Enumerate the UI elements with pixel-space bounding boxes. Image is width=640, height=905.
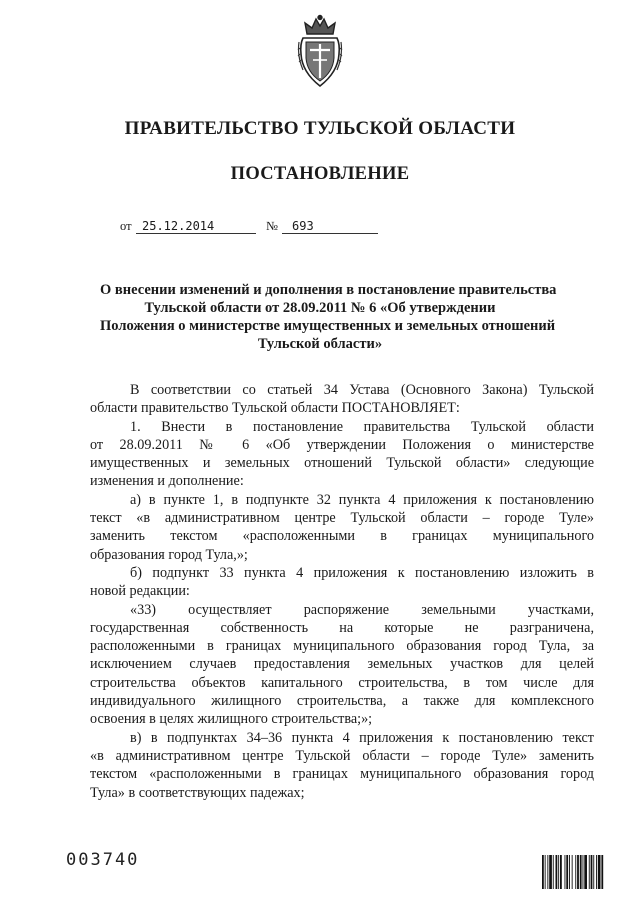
barcode-bar <box>565 855 566 889</box>
shield-icon <box>298 38 342 86</box>
document-title <box>100 281 557 353</box>
body-line: образования город Тула,»; <box>90 546 248 563</box>
body-line: В соответствии со статьей 34 Устава (Основного Закона) Тульской <box>130 382 594 398</box>
barcode-bar <box>601 855 603 889</box>
date-label: от <box>120 219 132 233</box>
document-type: ПОСТАНОВЛЕНИЕ <box>230 164 410 184</box>
body-line: изменения и дополнение: <box>90 473 244 490</box>
barcode-bar <box>575 855 576 889</box>
body-line: расположенными в границах муниципального образования город Тула, за <box>90 638 594 655</box>
barcode-bar <box>542 855 544 889</box>
body-line: освоения в целях жилищного строительства;»; <box>90 711 373 728</box>
document-number: 693 <box>292 219 314 233</box>
barcode-bar <box>549 855 552 889</box>
body-line: «33) осуществляет распоряжение земельными участками, <box>130 601 594 618</box>
barcode-bar <box>547 855 548 889</box>
number-label: № <box>266 219 278 233</box>
body-line: б) подпункт 33 пункта 4 приложения к постановлению изложить в <box>130 564 594 581</box>
date-underline <box>136 233 256 234</box>
title-line: О внесении изменений и дополнения в постановление правительства <box>100 282 557 298</box>
organization-name: ПРАВИТЕЛЬСТВО ТУЛЬСКОЙ ОБЛАСТИ <box>124 118 516 139</box>
number-underline <box>282 233 378 234</box>
body-line: от 28.09.2011 № 6 «Об утверждении Положения о министерстве <box>90 436 594 453</box>
barcode-bar <box>553 855 554 889</box>
serial-number: 003740 <box>66 850 140 870</box>
body-line: имущественных и земельных отношений Тульской области» следующие <box>90 455 594 472</box>
document-dateline <box>120 217 380 237</box>
barcode-bar <box>569 855 570 889</box>
barcode-bar <box>591 855 593 889</box>
body-line: государственная собственность на которые не разграничена, <box>90 619 594 636</box>
body-line: индивидуального жилищного строительства, а также для комплексного <box>90 693 594 710</box>
title-line: Тульской области от 28.09.2011 № 6 «Об утверждении <box>144 300 496 316</box>
body-line: текстом «расположенными в границах муниципального образования город <box>90 766 594 783</box>
document-date: 25.12.2014 <box>142 219 215 233</box>
body-line: строительства объектов капитального строительства, в том числе для <box>90 674 594 691</box>
body-line: исключением случаев предоставления земельных участков для целей <box>90 656 594 673</box>
body-line: заменить текстом «расположенными в границах муниципального <box>90 528 594 545</box>
barcode-bar <box>556 855 558 889</box>
coat-of-arms-emblem <box>297 14 343 94</box>
barcode-bar <box>572 855 573 889</box>
body-line: 1. Внести в постановление правительства Тульской области <box>130 418 594 435</box>
barcode-image <box>542 855 624 889</box>
barcode-bar <box>560 855 562 889</box>
barcode-bar <box>598 855 601 889</box>
barcode-bar <box>589 855 590 889</box>
crown-icon <box>305 16 335 35</box>
title-line: Тульской области» <box>257 336 383 352</box>
barcode-bar <box>593 855 594 889</box>
title-line: Положения о министерстве имущественных и земельных отношений <box>100 318 556 334</box>
barcode-bar <box>545 855 546 889</box>
barcode-bar <box>596 855 597 889</box>
barcode-bar <box>577 855 579 889</box>
body-line: области правительство Тульской области ПОСТАНОВЛЯЕТ: <box>90 400 460 417</box>
barcode-bar <box>584 855 587 889</box>
document-body <box>90 381 594 802</box>
body-line: Тула» в соответствующих падежах; <box>90 784 305 801</box>
body-line: а) в пункте 1, в подпункте 32 пункта 4 приложения к постановлению <box>130 491 594 508</box>
body-line: текст «в административном центре Тульской области – городе Туле» <box>90 510 594 527</box>
body-line: в) в подпунктах 34–36 пункта 4 приложения к постановлению текст <box>130 729 594 746</box>
body-line: новой редакции: <box>90 583 190 600</box>
barcode-bar <box>583 855 584 889</box>
barcode-bar <box>566 855 568 889</box>
barcode-bar <box>580 855 582 889</box>
barcode-bar <box>558 855 559 889</box>
body-line: «в административном центре Тульской области – городе Туле» заменить <box>90 747 594 764</box>
